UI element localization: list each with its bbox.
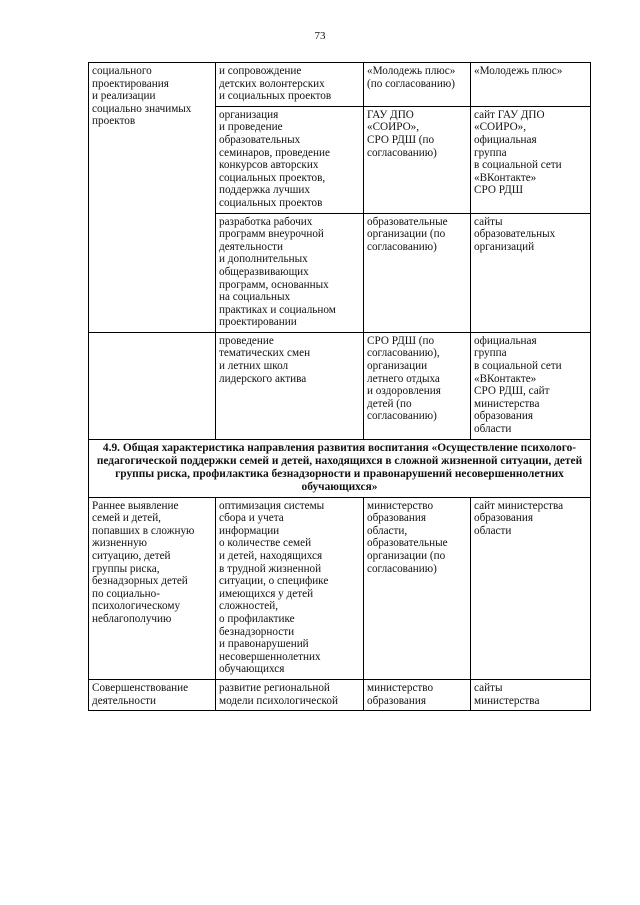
table-row (89, 63, 591, 107)
resource-cell: сайты министерства (471, 679, 591, 710)
responsible-cell: министерство образования (364, 679, 471, 710)
responsible-cell: СРО РДШ (по согласованию), организации летнего отдыха и оздоровления детей (по согласованию) (364, 332, 471, 439)
responsible-cell: ГАУ ДПО «СОИРО», СРО РДШ (по согласованию) (364, 106, 471, 213)
responsible-cell: министерство образования области, образовательные организации (по согласованию) (364, 497, 471, 679)
responsible-cell: «Молодежь плюс» (по согласованию) (364, 63, 471, 107)
measure-cell: развитие региональной модели психологической (216, 679, 364, 710)
resource-cell: официальная группа в социальной сети «ВКонтакте» СРО РДШ, сайт министерства образования области (471, 332, 591, 439)
measure-cell: организация и проведение образовательных семинаров, проведение конкурсов авторских социальных проектов, поддержка лучших социальных проектов (216, 106, 364, 213)
resource-cell: сайт министерства образования области (471, 497, 591, 679)
table-row (89, 679, 591, 710)
resource-cell: «Молодежь плюс» (471, 63, 591, 107)
resource-cell: сайты образовательных организаций (471, 213, 591, 332)
resource-cell: сайт ГАУ ДПО «СОИРО», официальная группа в социальной сети «ВКонтакте» СРО РДШ (471, 106, 591, 213)
table-row (89, 497, 591, 679)
measure-cell: разработка рабочих программ внеурочной деятельности и дополнительных общеразвивающих программ, основанных на социальных практиках и социальном проектировании (216, 213, 364, 332)
section-heading-row (89, 439, 591, 497)
page-number: 73 (314, 30, 326, 42)
measure-cell: и сопровождение детских волонтерских и социальных проектов (216, 63, 364, 107)
task-cell: Раннее выявление семей и детей, попавших в сложную жизненную ситуацию, детей группы риска, безнадзорных детей по социально- психологическому неблагополучию (89, 497, 216, 679)
task-cell: Совершенствование деятельности (89, 679, 216, 710)
table-row (89, 332, 591, 439)
responsible-cell: образовательные организации (по согласованию) (364, 213, 471, 332)
task-cell: социального проектирования и реализации социально значимых проектов (89, 63, 216, 333)
measure-cell: проведение тематических смен и летних школ лидерского актива (216, 332, 364, 439)
section-heading: 4.9. Общая характеристика направления развития воспитания «Осуществление психолого-педагогической поддержки семей и детей, находящихся в сложной жизненной ситуации, детей группы риска, профилактика безнадзорности и правонарушений несовершеннолетних обучающихся» (89, 439, 591, 497)
measures-table (88, 62, 591, 711)
measure-cell: оптимизация системы сбора и учета информации о количестве семей и детей, находящихся в трудной жизненной ситуации, о специфике имеющихся у детей сложностей, о профилактике безнадзорности и правонарушений несовершеннолетних обучающихся (216, 497, 364, 679)
task-cell-empty (89, 332, 216, 439)
